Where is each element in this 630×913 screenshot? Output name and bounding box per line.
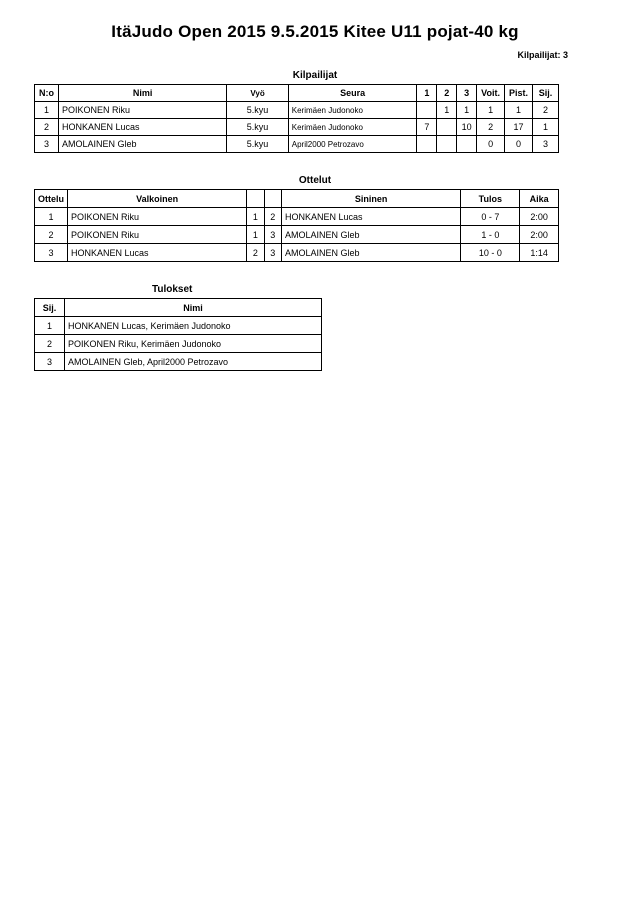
col-header-opponent-1: 1	[417, 85, 437, 102]
matches-table	[34, 189, 559, 262]
col-header-white: Valkoinen	[68, 190, 247, 208]
col-header-club: Seura	[288, 85, 417, 102]
cell-opponent-3: 10	[457, 119, 477, 136]
cell-no: 1	[35, 102, 59, 119]
document-page	[0, 22, 630, 913]
table-row	[35, 119, 559, 136]
cell-name: HONKANEN Lucas	[58, 119, 226, 136]
col-header-rank: Sij.	[533, 85, 559, 102]
table-row	[35, 335, 322, 353]
table-row	[35, 226, 559, 244]
cell-time: 2:00	[520, 226, 559, 244]
cell-blue: HONKANEN Lucas	[282, 208, 461, 226]
cell-white-no: 1	[247, 226, 264, 244]
cell-belt: 5.kyu	[227, 136, 288, 153]
cell-no: 3	[35, 136, 59, 153]
col-header-blue: Sininen	[282, 190, 461, 208]
col-header-opponent-3: 3	[457, 85, 477, 102]
cell-rank: 3	[533, 136, 559, 153]
table-row	[35, 208, 559, 226]
cell-result: 10 - 0	[461, 244, 520, 262]
cell-name: AMOLAINEN Gleb	[58, 136, 226, 153]
col-header-belt: Vyö	[227, 85, 288, 102]
cell-blue: AMOLAINEN Gleb	[282, 244, 461, 262]
cell-wins: 0	[477, 136, 505, 153]
cell-opponent-1: 7	[417, 119, 437, 136]
cell-opponent-1	[417, 102, 437, 119]
cell-club: April2000 Petrozavo	[288, 136, 417, 153]
cell-result-name: HONKANEN Lucas, Kerimäen Judonoko	[64, 317, 321, 335]
cell-opponent-1	[417, 136, 437, 153]
col-header-time: Aika	[520, 190, 559, 208]
cell-result: 0 - 7	[461, 208, 520, 226]
col-header-match-no: Ottelu	[35, 190, 68, 208]
results-section-label: Tulokset	[152, 284, 193, 295]
cell-result-rank: 3	[35, 353, 65, 371]
cell-white-no: 1	[247, 208, 264, 226]
table-header-row	[35, 190, 559, 208]
cell-opponent-2	[437, 119, 457, 136]
competitors-table	[34, 84, 559, 153]
cell-blue-no: 3	[264, 226, 281, 244]
cell-opponent-3: 1	[457, 102, 477, 119]
table-row	[35, 102, 559, 119]
cell-time: 2:00	[520, 208, 559, 226]
cell-points: 0	[505, 136, 533, 153]
table-row	[35, 244, 559, 262]
cell-opponent-2	[437, 136, 457, 153]
col-header-no: N:o	[35, 85, 59, 102]
cell-result: 1 - 0	[461, 226, 520, 244]
table-header-row	[35, 299, 322, 317]
competitor-count: Kilpailijat: 3	[517, 50, 568, 60]
cell-opponent-2: 1	[437, 102, 457, 119]
cell-points: 17	[505, 119, 533, 136]
cell-wins: 2	[477, 119, 505, 136]
cell-result-rank: 2	[35, 335, 65, 353]
cell-time: 1:14	[520, 244, 559, 262]
cell-belt: 5.kyu	[227, 119, 288, 136]
col-header-result: Tulos	[461, 190, 520, 208]
cell-blue-no: 2	[264, 208, 281, 226]
cell-result-name: POIKONEN Riku, Kerimäen Judonoko	[64, 335, 321, 353]
cell-no: 2	[35, 119, 59, 136]
cell-club: Kerimäen Judonoko	[288, 102, 417, 119]
table-row	[35, 317, 322, 335]
table-row	[35, 136, 559, 153]
col-header-white-no	[247, 190, 264, 208]
col-header-points: Pist.	[505, 85, 533, 102]
cell-result-rank: 1	[35, 317, 65, 335]
table-row	[35, 353, 322, 371]
cell-white-no: 2	[247, 244, 264, 262]
col-header-blue-no	[264, 190, 281, 208]
cell-rank: 2	[533, 102, 559, 119]
col-header-opponent-2: 2	[437, 85, 457, 102]
cell-points: 1	[505, 102, 533, 119]
page-title: ItäJudo Open 2015 9.5.2015 Kitee U11 pojat-40 kg	[111, 22, 519, 41]
cell-blue-no: 3	[264, 244, 281, 262]
cell-wins: 1	[477, 102, 505, 119]
cell-rank: 1	[533, 119, 559, 136]
cell-white: POIKONEN Riku	[68, 226, 247, 244]
col-header-wins: Voit.	[477, 85, 505, 102]
cell-white: HONKANEN Lucas	[68, 244, 247, 262]
cell-match-no: 1	[35, 208, 68, 226]
col-header-name: Nimi	[58, 85, 226, 102]
cell-opponent-3	[457, 136, 477, 153]
cell-match-no: 2	[35, 226, 68, 244]
results-table	[34, 298, 322, 371]
cell-match-no: 3	[35, 244, 68, 262]
cell-blue: AMOLAINEN Gleb	[282, 226, 461, 244]
col-header-result-name: Nimi	[64, 299, 321, 317]
col-header-result-rank: Sij.	[35, 299, 65, 317]
matches-section-label: Ottelut	[298, 175, 332, 186]
cell-white: POIKONEN Riku	[68, 208, 247, 226]
table-header-row	[35, 85, 559, 102]
cell-name: POIKONEN Riku	[58, 102, 226, 119]
cell-club: Kerimäen Judonoko	[288, 119, 417, 136]
competitors-section-label: Kilpailijat	[292, 70, 338, 81]
cell-belt: 5.kyu	[227, 102, 288, 119]
cell-result-name: AMOLAINEN Gleb, April2000 Petrozavo	[64, 353, 321, 371]
